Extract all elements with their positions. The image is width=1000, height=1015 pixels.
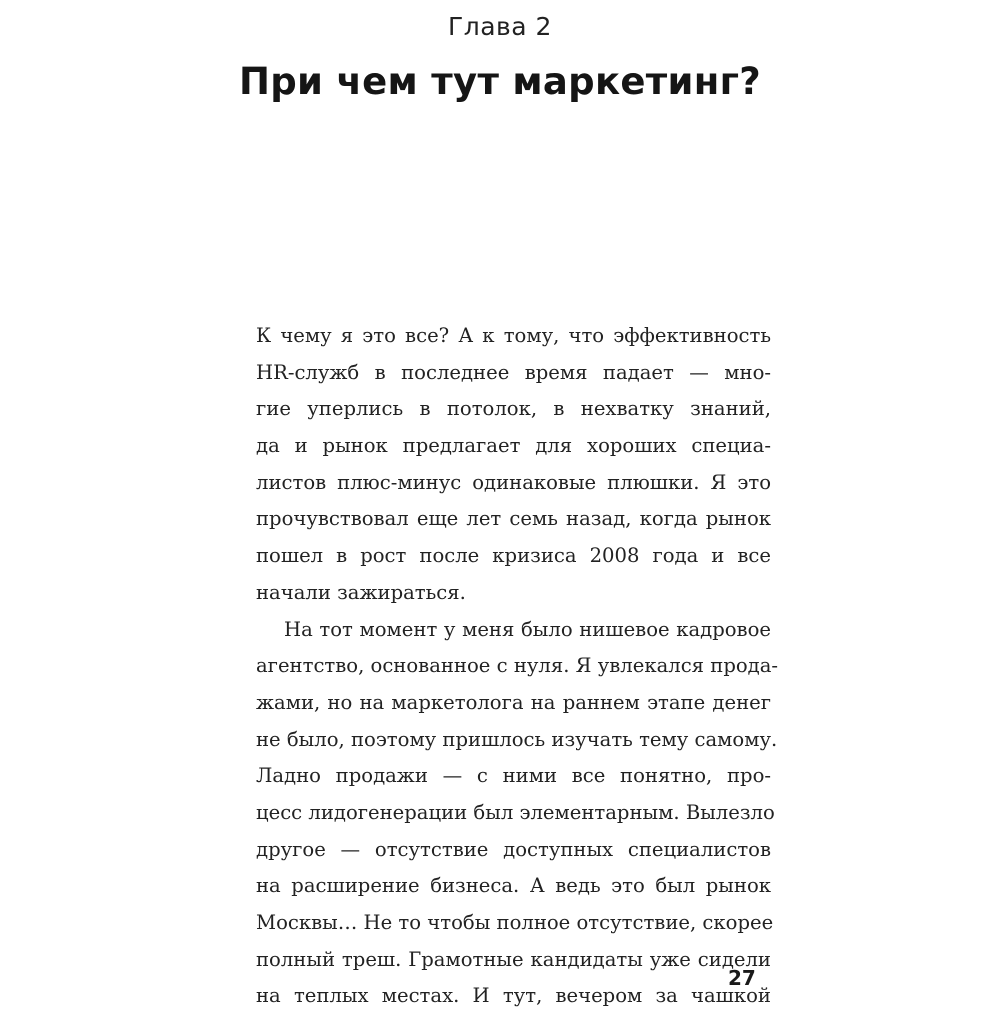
text-line: гие уперлись в потолок, в нехватку знаний, — [256, 391, 771, 428]
text-line: полный треш. Грамотные кандидаты уже сидели — [256, 942, 771, 979]
text-line: на расширение бизнеса. А ведь это был рынок — [256, 868, 771, 905]
paragraph-1 — [256, 318, 771, 612]
chapter-title: При чем тут маркетинг? — [0, 60, 1000, 103]
body-text — [256, 318, 771, 1015]
chapter-number: Глава 2 — [0, 12, 1000, 41]
text-line: листов плюс-минус одинаковые плюшки. Я это — [256, 465, 771, 502]
paragraph-2 — [256, 612, 771, 1015]
text-line: прочувствовал еще лет семь назад, когда рынок — [256, 501, 771, 538]
page-number: 27 — [728, 966, 756, 990]
text-line: На тот момент у меня было нишевое кадровое — [256, 612, 771, 649]
text-line: другое — отсутствие доступных специалистов — [256, 832, 771, 869]
text-line: Москвы… Не то чтобы полное отсутствие, скорее — [256, 905, 771, 942]
text-line: Ладно продажи — с ними все понятно, про- — [256, 758, 771, 795]
text-line: начали зажираться. — [256, 575, 771, 612]
text-line: да и рынок предлагает для хороших специа- — [256, 428, 771, 465]
text-line: пошел в рост после кризиса 2008 года и все — [256, 538, 771, 575]
text-line: HR-служб в последнее время падает — мно- — [256, 355, 771, 392]
text-line: не было, поэтому пришлось изучать тему самому. — [256, 722, 771, 759]
text-line: К чему я это все? А к тому, что эффективность — [256, 318, 771, 355]
text-line: агентство, основанное с нуля. Я увлекался прода- — [256, 648, 771, 685]
text-line: на теплых местах. И тут, вечером за чашкой — [256, 978, 771, 1015]
text-line: цесс лидогенерации был элементарным. Вылезло — [256, 795, 771, 832]
text-line: жами, но на маркетолога на раннем этапе денег — [256, 685, 771, 722]
